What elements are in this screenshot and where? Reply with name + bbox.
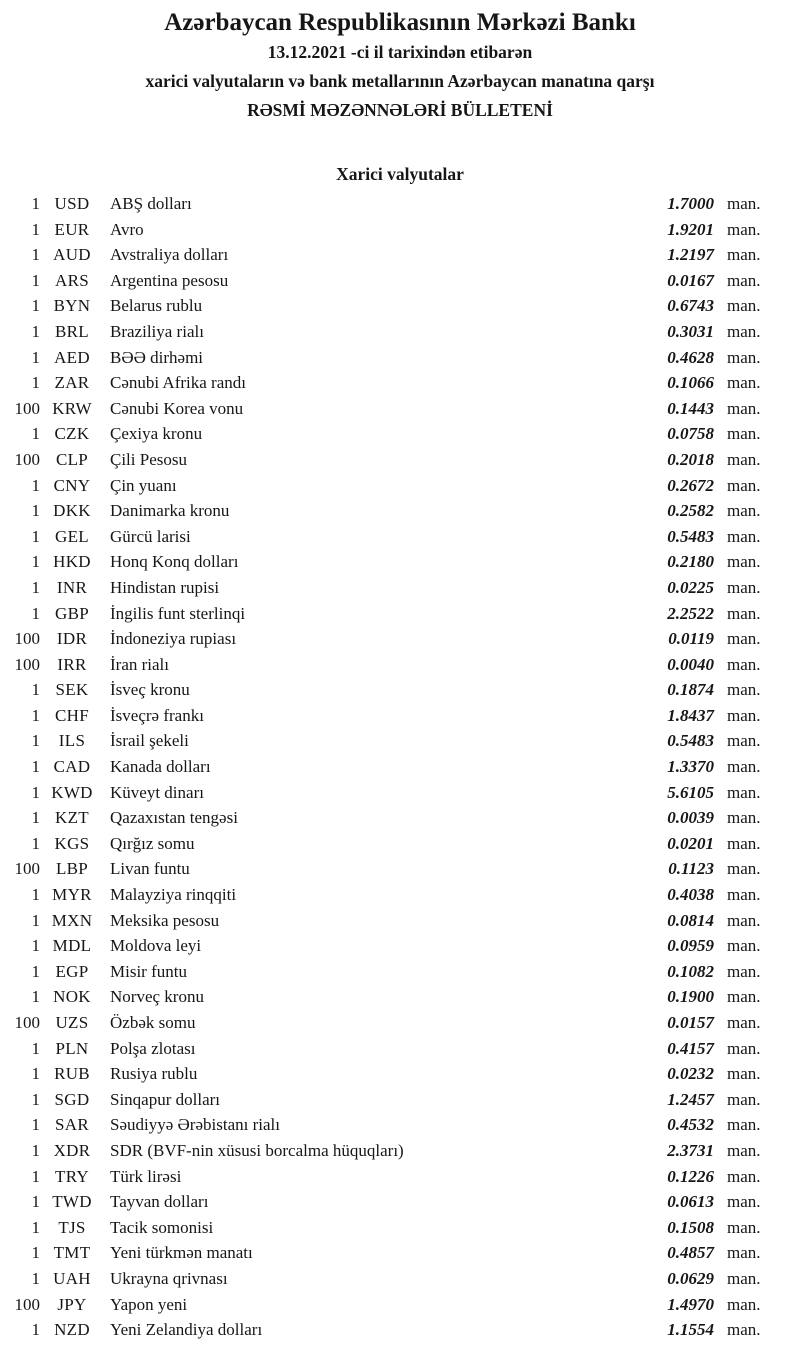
currency-row [0,575,772,601]
currency-name: Küveyt dinarı [110,782,204,802]
currency-quantity: 100 [14,398,40,418]
currency-code: GBP [55,603,89,623]
currency-unit-label: man. [727,629,761,649]
currency-unit-label: man. [727,321,761,341]
currency-name: Norveç kronu [110,987,204,1007]
currency-unit-label: man. [727,1243,761,1263]
currency-name: Özbək somu [110,1013,196,1032]
currency-unit-label: man. [727,1294,761,1314]
currency-rate: 5.6105 [667,782,714,802]
currency-row [0,1010,772,1036]
currency-unit-label: man. [727,1064,761,1084]
currency-quantity: 1 [31,1115,40,1135]
currency-unit-label: man. [727,270,761,290]
currency-row [0,703,772,729]
currency-code: DKK [53,501,91,521]
currency-quantity: 100 [14,629,40,649]
currency-quantity: 1 [31,885,40,905]
currency-code: RUB [54,1064,90,1084]
currency-rate: 0.5483 [667,731,714,751]
currency-code: GEL [55,526,89,546]
currency-name: İngilis funt sterlinqi [110,603,246,623]
currency-quantity: 100 [14,449,40,469]
currency-row [0,1112,772,1138]
currency-unit-label: man. [727,1268,761,1288]
bulletin-header [0,8,800,125]
currency-code: TMT [53,1243,91,1263]
currency-unit-label: man. [727,859,761,879]
effective-date-line: 13.12.2021 -ci il tarixindən etibarən [267,42,533,62]
bulletin-page [0,8,800,1356]
currency-quantity: 1 [31,347,40,367]
currency-rate: 0.1082 [667,961,714,981]
currency-unit-label: man. [727,245,761,265]
currency-name: Livan funtu [110,859,190,879]
currency-unit-label: man. [727,757,761,777]
currency-row [0,473,772,499]
currency-code: IRR [57,654,87,674]
currency-code: SAR [55,1115,89,1135]
currency-name: Yeni türkmən manatı [110,1243,253,1263]
currency-name: Çexiya kronu [110,424,203,444]
currency-name: Danimarka kronu [110,501,230,521]
currency-row [0,191,772,217]
currency-row [0,1240,772,1266]
currency-name: Kanada dolları [110,757,211,777]
currency-name: Meksika pesosu [110,910,220,930]
currency-name: Sinqapur dolları [110,1089,221,1109]
currency-code: CZK [54,424,90,444]
currency-row [0,421,772,447]
currency-code: UAH [53,1268,91,1288]
currency-name: Hindistan rupisi [110,577,220,597]
currency-code: AED [54,347,90,367]
currency-row [0,1061,772,1087]
currency-unit-label: man. [727,731,761,751]
currency-quantity: 1 [31,501,40,521]
currency-rate: 0.5483 [667,526,714,546]
currency-rate: 1.2457 [667,1089,714,1109]
currency-unit-label: man. [727,782,761,802]
currency-quantity: 1 [31,296,40,316]
currency-unit-label: man. [727,194,761,213]
currency-unit-label: man. [727,296,761,316]
currency-code: AUD [53,245,91,265]
currency-quantity: 1 [31,1166,40,1186]
currency-row [0,370,772,396]
currency-row [0,345,772,371]
currency-row [0,652,772,678]
currency-rate: 2.3731 [667,1140,714,1160]
currency-name: Braziliya rialı [110,321,204,341]
currency-code: LBP [55,859,89,879]
scope-line: xarici valyutaların və bank metallarının Azərbaycan manatına qarşı [145,71,655,91]
currency-unit-label: man. [727,373,761,393]
currency-rate: 0.0232 [667,1064,714,1084]
currency-rate: 0.1874 [667,680,714,700]
currency-quantity: 1 [31,1192,40,1212]
currency-unit-label: man. [727,833,761,853]
currency-rate: 0.1900 [667,987,714,1007]
currency-code: IDR [56,629,88,649]
currency-name: İsveçrə frankı [110,705,204,725]
currency-name: SDR (BVF-nin xüsusi borcalma hüquqları) [110,1140,404,1160]
currency-unit-label: man. [727,705,761,725]
currency-code: KRW [52,398,92,418]
currency-name: Çili Pesosu [110,449,187,469]
currency-unit-label: man. [727,1038,761,1058]
currency-row [0,1317,772,1343]
currency-rate: 0.0039 [667,808,714,828]
currency-quantity: 1 [31,782,40,802]
currency-code: XDR [53,1140,91,1160]
currency-row [0,831,772,857]
currency-quantity: 1 [31,705,40,725]
currency-unit-label: man. [727,1013,761,1032]
currency-rate: 0.0157 [667,1013,714,1032]
currency-quantity: 1 [31,270,40,290]
currency-rate: 0.0119 [668,629,714,649]
currency-rate: 0.0959 [667,936,714,956]
currency-unit-label: man. [727,1166,761,1186]
currency-quantity: 1 [31,552,40,572]
currency-rate: 0.2018 [667,449,714,469]
currency-quantity: 1 [31,577,40,597]
currency-code: MYR [52,885,92,905]
currency-quantity: 100 [14,1294,40,1314]
currency-rate: 0.0167 [667,270,714,290]
currency-rate: 0.0613 [667,1192,714,1212]
currency-name: Türk lirəsi [110,1166,182,1186]
currency-code: INR [56,577,88,597]
currency-rate: 0.3031 [667,321,714,341]
currency-rate: 2.2522 [667,603,714,623]
currency-unit-label: man. [727,885,761,905]
currency-rate: 0.0629 [667,1268,714,1288]
currency-rate: 0.4157 [667,1038,714,1058]
currency-name: Çin yuanı [110,475,177,495]
currency-unit-label: man. [727,1217,761,1237]
currency-quantity: 1 [31,1140,40,1160]
currency-name: Səudiyyə Ərəbistanı rialı [110,1115,280,1135]
currency-quantity: 1 [31,936,40,956]
currency-name: Qazaxıstan tengəsi [110,808,238,828]
currency-unit-label: man. [727,424,761,444]
currency-quantity: 1 [31,833,40,853]
currency-unit-label: man. [727,1089,761,1109]
currency-name: Tacik somonisi [110,1217,214,1237]
currency-row [0,524,772,550]
currency-name: Cənubi Korea vonu [110,398,244,418]
currency-quantity: 1 [31,603,40,623]
currency-unit-label: man. [727,910,761,930]
currency-row [0,217,772,243]
currency-unit-label: man. [727,1192,761,1212]
currency-code: MXN [51,910,93,930]
currency-rate: 0.4857 [667,1243,714,1263]
currency-row [0,959,772,985]
currency-unit-label: man. [727,680,761,700]
currency-unit-label: man. [727,449,761,469]
currency-code: PLN [55,1038,89,1058]
currency-row [0,1266,772,1292]
currency-row [0,549,772,575]
currency-code: CAD [53,757,91,777]
currency-row [0,984,772,1010]
currency-rate: 1.8437 [667,705,714,725]
currency-row [0,1189,772,1215]
currency-row [0,908,772,934]
currency-code: CLP [55,449,89,469]
currency-rate: 1.9201 [667,219,714,239]
currency-name: Cənubi Afrika randı [110,373,246,393]
currency-row [0,242,772,268]
currency-row [0,268,772,294]
currency-code: ARS [55,270,89,290]
currency-quantity: 1 [31,987,40,1007]
currency-quantity: 1 [31,526,40,546]
currency-unit-label: man. [727,552,761,572]
currency-name: İsrail şekeli [110,731,189,751]
currency-quantity: 1 [31,424,40,444]
currency-code: NOK [53,987,91,1007]
currency-rate: 0.4532 [667,1115,714,1135]
currency-name: Belarus rublu [110,296,203,316]
currency-row [0,1138,772,1164]
currency-code: ZAR [54,373,90,393]
currency-rate: 1.2197 [667,245,714,265]
currency-code: TRY [55,1166,89,1186]
currency-quantity: 1 [31,680,40,700]
currency-quantity: 1 [31,1268,40,1288]
currency-quantity: 1 [31,757,40,777]
currency-rate: 0.1123 [668,859,714,879]
currency-row [0,754,772,780]
currency-row [0,447,772,473]
currency-row [0,933,772,959]
currency-unit-label: man. [727,808,761,828]
currency-row [0,805,772,831]
bank-title: Azərbaycan Respublikasının Mərkəzi Bankı [164,9,636,36]
currency-name: İndoneziya rupiası [110,629,237,649]
currency-rate: 0.4628 [667,347,714,367]
currency-unit-label: man. [727,961,761,981]
currency-code: UZS [55,1013,89,1032]
currency-unit-label: man. [727,475,761,495]
currency-quantity: 1 [31,321,40,341]
currency-row [0,1087,772,1113]
currency-code: KWD [51,782,93,802]
currency-row [0,1215,772,1241]
currency-quantity: 1 [31,1243,40,1263]
currency-quantity: 1 [31,1064,40,1084]
currency-code: EUR [54,219,90,239]
currency-name: Polşa zlotası [110,1038,196,1058]
currency-code: BYN [53,296,91,316]
currency-row [0,780,772,806]
currency-unit-label: man. [727,1115,761,1135]
currency-rate: 1.7000 [667,194,714,213]
currency-code: MDL [52,936,92,956]
currency-quantity: 1 [31,1038,40,1058]
bulletin-title-line: RƏSMİ MƏZƏNNƏLƏRİ BÜLLETENİ [247,100,553,120]
currency-rate: 0.0201 [667,833,714,853]
currency-row [0,882,772,908]
currency-name: Avstraliya dolları [110,245,229,265]
currency-rate: 1.1554 [667,1320,714,1340]
currency-quantity: 1 [31,1320,40,1340]
currency-unit-label: man. [727,347,761,367]
currency-code: USD [54,194,90,213]
currency-rate: 0.0040 [667,654,714,674]
currency-rate: 0.0814 [667,910,714,930]
currency-unit-label: man. [727,501,761,521]
currency-quantity: 1 [31,731,40,751]
currency-rate: 0.2180 [667,552,714,572]
currency-rate: 0.1508 [667,1217,714,1237]
currency-row [0,396,772,422]
currency-row [0,498,772,524]
currency-quantity: 1 [31,219,40,239]
currency-code: SEK [55,680,89,700]
currency-code: CNY [53,475,91,495]
currency-row [0,626,772,652]
currency-name: Rusiya rublu [110,1064,198,1084]
currency-row [0,1036,772,1062]
currency-name: İsveç kronu [110,680,190,700]
currency-rate: 0.1443 [667,398,714,418]
currency-row [0,1292,772,1318]
currency-quantity: 1 [31,961,40,981]
currency-name: Yapon yeni [110,1294,188,1314]
currency-name: Argentina pesosu [110,270,229,290]
currency-quantity: 100 [14,859,40,879]
currency-unit-label: man. [727,603,761,623]
currency-name: Malayziya rinqqiti [110,885,237,905]
currency-code: SGD [54,1089,90,1109]
currency-row [0,293,772,319]
currency-unit-label: man. [727,654,761,674]
currency-rate: 0.0758 [667,424,714,444]
currency-row [0,601,772,627]
currency-name: Avro [110,219,144,239]
currency-rate: 0.1066 [667,373,714,393]
currency-code: CHF [55,705,89,725]
currency-quantity: 1 [31,1217,40,1237]
currency-unit-label: man. [727,577,761,597]
currency-unit-label: man. [727,987,761,1007]
currency-code: EGP [55,961,89,981]
currency-unit-label: man. [727,1140,761,1160]
currency-code: KZT [55,808,89,828]
currency-unit-label: man. [727,1320,761,1340]
currency-name: Ukrayna qrivnası [110,1268,228,1288]
currency-unit-label: man. [727,936,761,956]
currency-row [0,677,772,703]
currency-code: TWD [52,1192,92,1212]
currency-quantity: 1 [31,910,40,930]
currency-unit-label: man. [727,398,761,418]
currency-name: Qırğız somu [110,833,195,853]
currency-quantity: 1 [31,475,40,495]
currency-code: NZD [54,1320,90,1340]
currency-rate: 0.4038 [667,885,714,905]
currency-code: BRL [55,321,89,341]
currency-unit-label: man. [727,219,761,239]
currency-name: BƏƏ dirhəmi [110,347,204,367]
currency-code: ILS [58,731,86,751]
currency-quantity: 100 [14,1013,40,1032]
currency-quantity: 100 [14,654,40,674]
currency-row [0,856,772,882]
currency-rate: 0.1226 [667,1166,714,1186]
currency-name: Yeni Zelandiya dolları [110,1320,263,1340]
currency-unit-label: man. [727,526,761,546]
currency-name: ABŞ dolları [110,194,192,213]
currency-quantity: 1 [31,373,40,393]
currency-rate: 1.4970 [667,1294,714,1314]
currency-quantity: 1 [31,194,40,213]
currency-code: HKD [53,552,91,572]
currency-quantity: 1 [31,1089,40,1109]
currency-name: Gürcü larisi [110,526,191,546]
currency-rate: 1.3370 [667,757,714,777]
currency-name: Moldova leyi [110,936,202,956]
currency-name: Honq Konq dolları [110,552,239,572]
currency-table [0,191,800,1343]
section-title-foreign-currencies: Xarici valyutalar [336,164,464,184]
currency-row [0,319,772,345]
currency-name: İran rialı [110,654,169,674]
currency-code: JPY [57,1294,87,1314]
currency-rate: 0.2582 [667,501,714,521]
currency-row [0,1164,772,1190]
currency-rate: 0.6743 [667,296,714,316]
currency-code: KGS [54,833,90,853]
currency-name: Tayvan dolları [110,1192,209,1212]
currency-rate: 0.0225 [667,577,714,597]
currency-name: Misir funtu [110,961,187,981]
currency-rate: 0.2672 [667,475,714,495]
currency-quantity: 1 [31,808,40,828]
currency-code: TJS [58,1217,86,1237]
currency-row [0,728,772,754]
currency-quantity: 1 [31,245,40,265]
